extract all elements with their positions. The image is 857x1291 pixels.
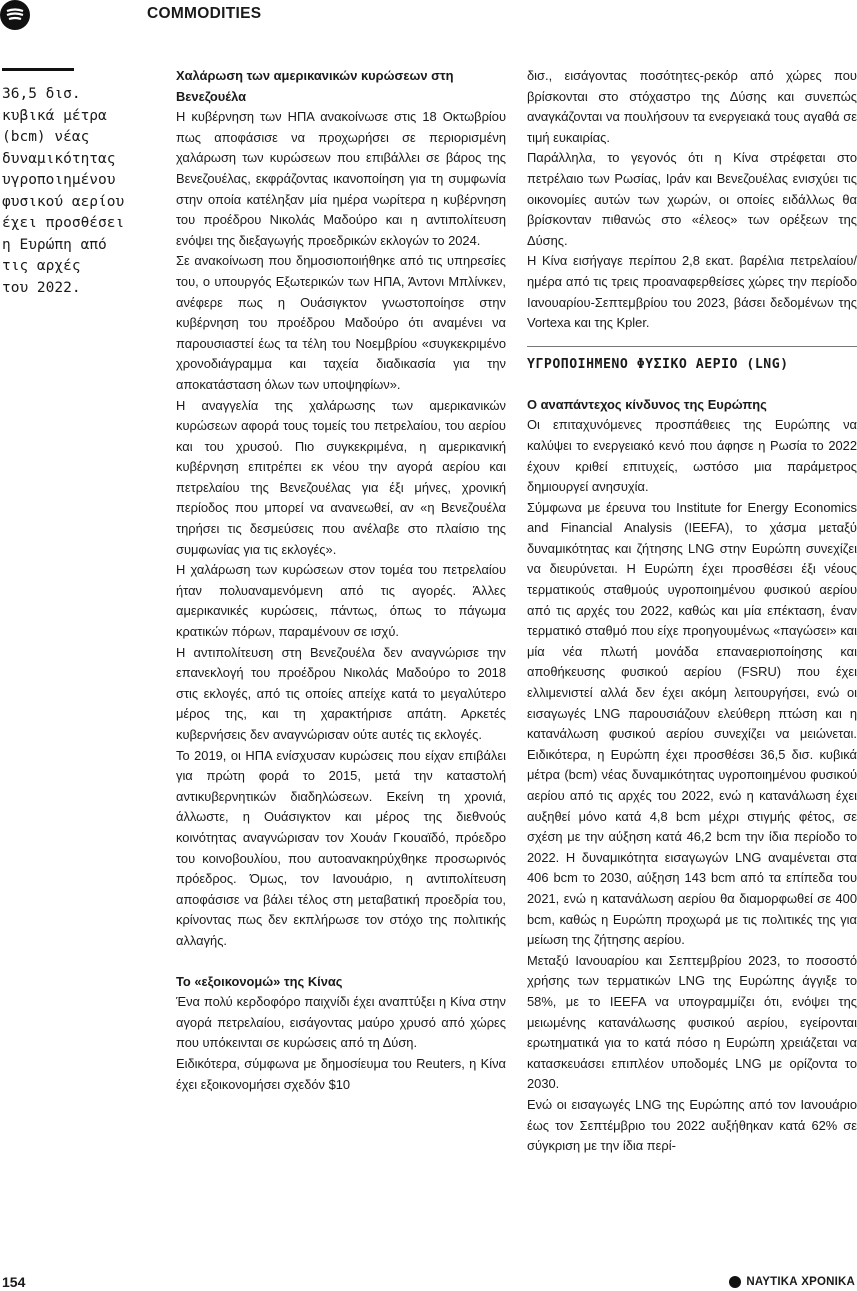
paragraph: Η κυβέρνηση των ΗΠΑ ανακοίνωσε στις 18 Οκτωβρίου πως αποφάσισε να προχωρήσει σε περιορισμένη χαλάρωση των κυρώσεων που επιβάλλει σε βάρος της Βενεζουέλας, εκφράζοντας ικανοποίηση για τη συμφωνία στην οποία κατέληξαν μία ημέρα νωρίτερα η κυβέρνηση του προέδρου Νικολάς Μαδούρο και η αντιπολίτευση ενόψει της διεξαγωγής προεδρικών εκλογών το 2024. bbox=[176, 109, 506, 248]
magazine-logo-icon bbox=[0, 0, 30, 30]
subheading: Χαλάρωση των αμερικανικών κυρώσεων στη Βενεζουέλα bbox=[176, 68, 454, 104]
brand-name: ΝΑΥΤΙΚΑ ΧΡΟΝΙΚΑ bbox=[746, 1276, 855, 1288]
subheading: Ο αναπάντεχος κίνδυνος της Ευρώπης bbox=[527, 396, 767, 412]
paragraph: Μεταξύ Ιανουαρίου και Σεπτεμβρίου 2023, το ποσοστό χρήσης των τερματικών LNG της Ευρώπης άγγιξε το 58%, με το IEEFA να υπογραμμίζει ότι, ενόψει της μειωμένης κατανάλωσης φυσικού αερίου, εγείρονται ερωτηματικά για το κατά πόσο η Ευρώπη χρειάζεται να κατασκευάσει επιπλέον υποδομές LNG με ορίζοντα το 2030. bbox=[527, 952, 857, 1092]
paragraph: Οι επιταχυνόμενες προσπάθειες της Ευρώπης να καλύψει το ενεργειακό κενό που άφησε η Ρωσία το 2022 έχουν κριθεί επιτυχείς, ωστόσο μια παράμετρος δημιουργεί ανησυχία. bbox=[527, 417, 857, 495]
paragraph: δισ., εισάγοντας ποσότητες-ρεκόρ από χώρες που βρίσκονται στο στόχαστρο της Δύσης και συνεπώς αναγκάζονται να πουλήσουν τα ενεργειακά τους αγαθά σε τιμή ευκαιρίας. bbox=[527, 68, 857, 145]
paragraph: Παράλληλα, το γεγονός ότι η Κίνα στρέφεται στο πετρέλαιο των Ρωσίας, Ιράν και Βενεζουέλας ενισχύει τις οικονομίες αυτών των χωρών, οι οποίες ειδάλλως θα βρίσκονταν πιθανώς στο «έλεος» των ορέξεων της Δύσης. bbox=[527, 150, 857, 248]
article-column-right bbox=[527, 66, 857, 1157]
section-title: COMMODITIES bbox=[147, 5, 262, 22]
footer-brand bbox=[729, 1276, 855, 1288]
pull-quote: 36,5 δισ. κυβικά μέτρα (bcm) νέας δυναμικότητας υγροποιημένου φυσικού αερίου έχει προσθέσει η Ευρώπη από τις αρχές του 2022. bbox=[2, 86, 125, 296]
paragraph: Η χαλάρωση των κυρώσεων στον τομέα του πετρελαίου ήταν πολυαναμενόμενη από τις αγορές. Άλλες αμερικανικές κυρώσεις, πάντως, όπως το πάγωμα κρατικών πόρων, παραμένουν σε ισχύ. bbox=[176, 562, 506, 640]
page-header bbox=[0, 0, 857, 32]
paragraph: Η αντιπολίτευση στη Βενεζουέλα δεν αναγνώρισε την επανεκλογή του προέδρου Νικολάς Μαδούρο το 2018 στις εκλογές, από τις οποίες απείχε κατά το μεγαλύτερο μέρος της, και τη χαρακτήρισε απάτη. Αρκετές κυβερνήσεις δεν αναγνώρισαν ούτε αυτές τις εκλογές. bbox=[176, 644, 506, 742]
paragraph: Ενώ οι εισαγωγές LNG της Ευρώπης από τον Ιανουάριο έως τον Σεπτέμβριο του 2022 αυξήθηκαν κατά 62% σε σύγκριση με την ίδια περί- bbox=[527, 1096, 857, 1154]
article-column-left bbox=[176, 66, 506, 1095]
brand-logo-icon bbox=[729, 1276, 741, 1288]
paragraph: Σύμφωνα με έρευνα του Institute for Energy Economics and Financial Analysis (IEEFA), το χάσμα μεταξύ δυναμικότητας και ζήτησης LNG στην Ευρώπη συνεχίζει να διευρύνεται. Η Ευρώπη έχει προσθέσει έξι νέους τερματικούς σταθμούς υγροποιημένου φυσικού αερίου από τις αρχές του 2022, καθώς και μία επέκταση, έναν τερματικό σταθμό που είχε προηγουμένως «παγώσει» και μία νέα πλωτή μονάδα επαναεριοποίησης και αποθήκευσης φυσικού αερίου (FSRU) που έχει ελλιμενιστεί αλλά δεν έχει ακόμη λειτουργήσει, ενώ οι εισαγωγές LNG παρουσιάζουν ελεύθερη πτώση και η κατανάλωση φυσικού αερίου συνεχίζει να μειώνεται. Ειδικότερα, η Ευρώπη έχει προσθέσει 36,5 δισ. κυβικά μέτρα (bcm) νέας δυναμικότητας υγροποιημένου φυσικού αερίου από τις αρχές του 2022, ενώ η κατανάλωση έχει αυξηθεί μόνο κατά 4,8 bcm μέχρι στιγμής φέτος, σε σχέση με την αύξηση κατά 46,2 bcm την ίδια περίοδο το 2022. Η δυναμικότητα εισαγωγών LNG αναμένεται στα 406 bcm το 2030, αύξηση 143 bcm από τα επίπεδα του 2021, ενώ η κατανάλωση αερίου θα διαμορφωθεί σε 400 bcm, καθώς η Ευρώπη προχωρά με τις πολιτικές της για μείωση της ζήτησης αερίου. bbox=[527, 499, 857, 948]
paragraph: Ειδικότερα, σύμφωνα με δημοσίευμα του Reuters, η Κίνα έχει εξοικονομήσει σχεδόν $10 bbox=[176, 1055, 506, 1092]
paragraph: Ένα πολύ κερδοφόρο παιχνίδι έχει αναπτύξει η Κίνα στην αγορά πετρελαίου, εισάγοντας μαύρο χρυσό από χώρες που υπόκεινται σε κυρώσεις από τη Δύση. bbox=[176, 994, 506, 1051]
paragraph: Η Κίνα εισήγαγε περίπου 2,8 εκατ. βαρέλια πετρελαίου/ημέρα από τις τρεις προαναφερθείσες χώρες την περίοδο Ιανουαρίου-Σεπτεμβρίου του 2023, βάσει δεδομένων της Vortexa και της Kpler. bbox=[527, 253, 857, 331]
section-heading-lng: ΥΓΡΟΠΟΙΗΜΕΝΟ ΦΥΣΙΚΟ ΑΕΡΙΟ (LNG) bbox=[527, 346, 857, 375]
paragraph: Σε ανακοίνωση που δημοσιοποιήθηκε από τις υπηρεσίες του, ο υπουργός Εξωτερικών των ΗΠΑ, Άντονι Μπλίνκεν, ανέφερε πως η Ουάσιγκτον γνωστοποίησε στην κυβέρνηση του προέδρου Μαδούρο ότι αναμένει να παρουσιαστεί έως τα τέλη του Νοεμβρίου «συγκεκριμένο χρονοδιάγραμμα και ταχεία διαδικασία για την αποκατάσταση όλων των υποψηφίων». bbox=[176, 253, 506, 392]
subheading: Το «εξοικονομώ» της Κίνας bbox=[176, 973, 343, 989]
paragraph: Η αναγγελία της χαλάρωσης των αμερικανικών κυρώσεων αφορά τους τομείς του πετρελαίου, του αερίου και του χρυσού. Πιο συγκεκριμένα, η αμερικανική κυβέρνηση επιτρέπει εκ νέου την αγορά αερίου και πετρελαίου της Βενεζουέλας για έξι μήνες, χρονική περίοδος που μπορεί να ανανεωθεί, αν «η Βενεζουέλα τηρήσει τις δεσμεύσεις που ανέλαβε στο πλαίσιο της συμφωνίας για τις εκλογές». bbox=[176, 397, 506, 557]
pull-quote-rule bbox=[2, 68, 74, 71]
paragraph: Το 2019, οι ΗΠΑ ενίσχυσαν κυρώσεις που είχαν επιβάλει για πρώτη φορά το 2015, μετά την καταστολή αντικυβερνητικών διαδηλώσεων. Εκείνη τη χρονιά, άλλωστε, η Ουάσιγκτον και μέρος της διεθνούς κοινότητας αναγνώρισαν τον Χουάν Γκουαϊδό, πρόεδρο του κοινοβουλίου, που αυτοανακηρύχθηκε προσωρινός πρόεδρος. Όμως, τον Ιανουάριο, η αντιπολίτευση αποφάσισε να βάλει τέλος στη μεταβατική προεδρία του, κρίνοντας πως δεν εκπλήρωσε τον στόχο της πολιτικής αλλαγής. bbox=[176, 747, 506, 948]
page-number: 154 bbox=[2, 1274, 26, 1290]
